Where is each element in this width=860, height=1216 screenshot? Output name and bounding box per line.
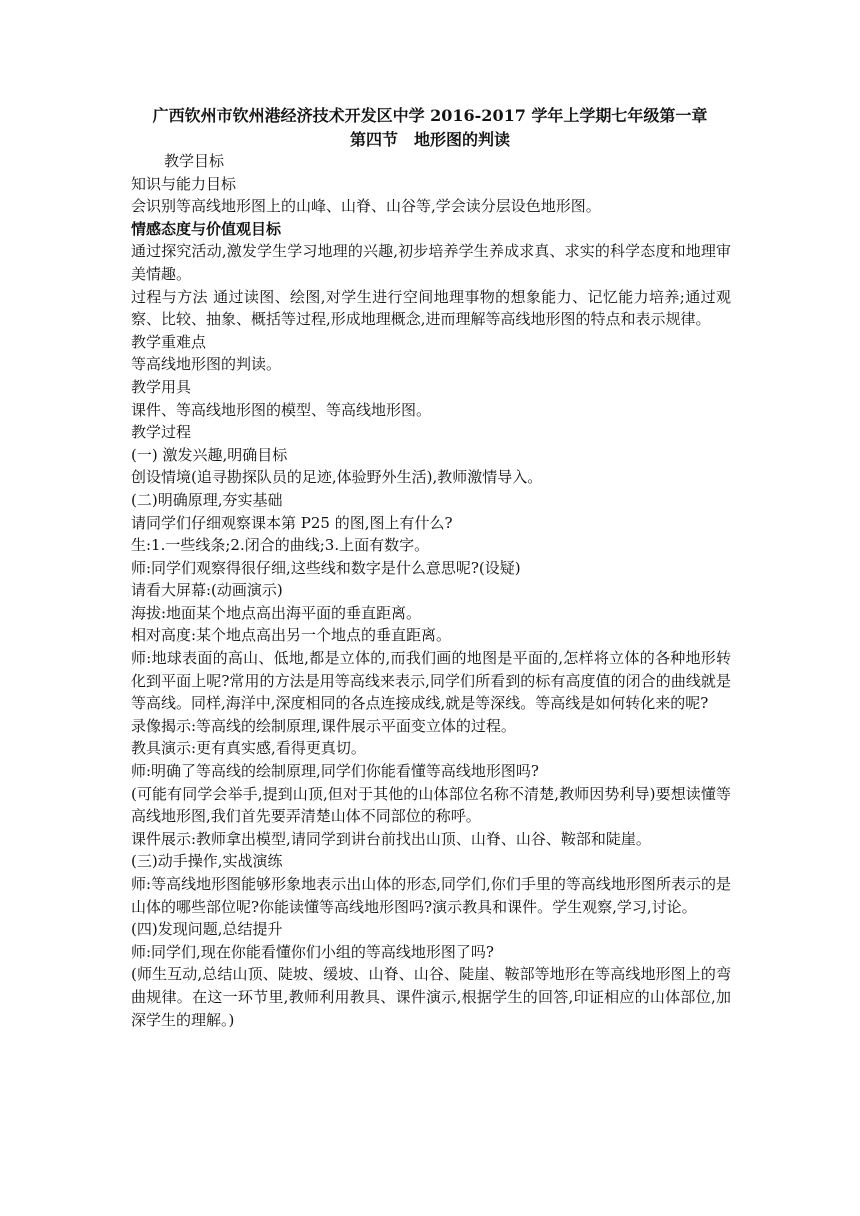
paragraph: 过程与方法 通过读图、绘图,对学生进行空间地理事物的想象能力、记忆能力培养;通过观察、比较、抽象、概括等过程,形成地理概念,进而理解等高线地形图的特点和表示规律。 bbox=[131, 287, 731, 329]
subheading-knowledge-goals: 知识与能力目标 bbox=[131, 174, 237, 193]
paragraph: 会识别等高线地形图上的山峰、山脊、山谷等,学会读分层设色地形图。 bbox=[131, 197, 601, 216]
paragraph: 师:等高线地形图能够形象地表示出山体的形态,同学们,你们手里的等高线地形图所表示的是山体的哪些部位呢?你能读懂等高线地形图吗?演示教具和课件。学生观察,学习,讨论。 bbox=[131, 875, 731, 916]
paragraph: 海拔:地面某个地点高出海平面的垂直距离。 bbox=[131, 603, 422, 622]
paragraph: 教具演示:更有真实感,看得更真切。 bbox=[131, 739, 366, 758]
heading-teaching-process: 教学过程 bbox=[131, 423, 192, 442]
heading-teaching-tools: 教学用具 bbox=[131, 377, 192, 396]
paragraph: 等高线地形图的判读。 bbox=[131, 355, 282, 374]
document-body bbox=[131, 150, 731, 1031]
paragraph: 师:明确了等高线的绘制原理,同学们你能看懂等高线地形图吗? bbox=[131, 762, 539, 781]
section-heading-1: (一) 激发兴趣,明确目标 bbox=[131, 445, 288, 464]
section-heading-2: (二)明确原理,夯实基础 bbox=[131, 490, 283, 509]
paragraph: 通过探究活动,激发学生学习地理的兴趣,初步培养学生养成求真、求实的科学态度和地理审美情趣。 bbox=[131, 242, 731, 283]
section-heading-3: (三)动手操作,实战演练 bbox=[131, 852, 283, 871]
paragraph: 请同学们仔细观察课本第 P25 的图,图上有什么? bbox=[131, 513, 453, 532]
paragraph: 师:地球表面的高山、低地,都是立体的,而我们画的地图是平面的,怎样将立体的各种地形转化到平面上呢?常用的方法是用等高线来表示,同学们所看到的标有高度值的闭合的曲线就是等高线。同样,海洋中,深度相同的各点连接成线,就是等深线。等高线是如何转化来的呢? bbox=[131, 649, 731, 713]
paragraph: 师:同学们,现在你能看懂你们小组的等高线地形图了吗? bbox=[131, 942, 494, 961]
paragraph: 师:同学们观察得很仔细,这些线和数字是什么意思呢?(设疑) bbox=[131, 558, 521, 577]
document-title-line2: 第四节 地形图的判读 bbox=[349, 130, 510, 149]
paragraph: (可能有同学会举手,提到山顶,但对于其他的山体部位名称不清楚,教师因势利导)要想读懂等高线地形图,我们首先要弄清楚山体不同部位的称呼。 bbox=[131, 784, 731, 826]
paragraph: 请看大屏幕:(动画演示) bbox=[131, 581, 283, 600]
document-title-line1: 广西钦州市钦州港经济技术开发区中学 2016-2017 学年上学期七年级第一章 bbox=[152, 106, 708, 125]
paragraph: 课件展示:教师拿出模型,请同学到讲台前找出山顶、山脊、山谷、鞍部和陡崖。 bbox=[131, 829, 651, 848]
paragraph: 课件、等高线地形图的模型、等高线地形图。 bbox=[131, 400, 432, 419]
paragraph: 生:1.一些线条;2.闭合的曲线;3.上面有数字。 bbox=[131, 536, 430, 555]
paragraph: (师生互动,总结山顶、陡坡、缓坡、山脊、山谷、陡崖、鞍部等地形在等高线地形图上的弯曲规律。在这一环节里,教师利用教具、课件演示,根据学生的回答,印证相应的山体部位,加深学生的理解。) bbox=[131, 965, 731, 1029]
section-heading-4: (四)发现问题,总结提升 bbox=[131, 920, 283, 939]
paragraph: 录像揭示:等高线的绘制原理,课件展示平面变立体的过程。 bbox=[131, 716, 516, 735]
heading-teaching-goals: 教学目标 bbox=[164, 152, 225, 170]
paragraph: 相对高度:某个地点高出另一个地点的垂直距离。 bbox=[131, 626, 452, 645]
subheading-attitude-goals: 情感态度与价值观目标 bbox=[131, 219, 282, 238]
paragraph: 创设情境(追寻勘探队员的足迹,体验野外生活),教师激情导入。 bbox=[131, 468, 543, 487]
heading-key-points: 教学重难点 bbox=[131, 332, 207, 351]
